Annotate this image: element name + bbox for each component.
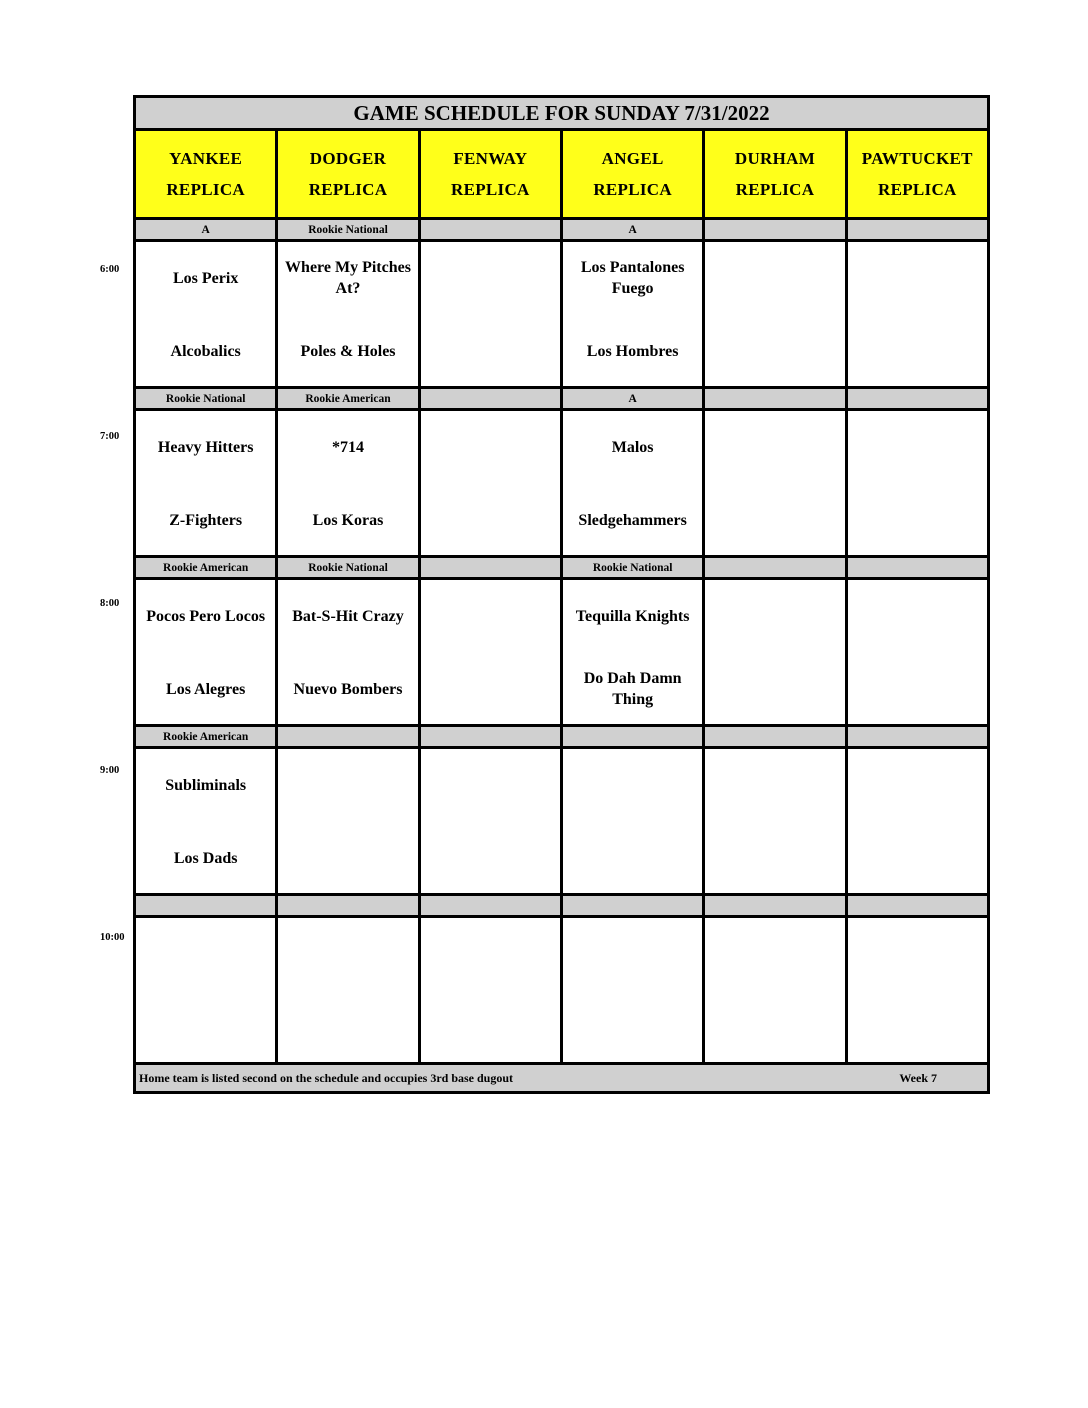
game-cell [848, 580, 987, 724]
division-cell [848, 896, 987, 915]
away-team [563, 932, 702, 976]
away-team [848, 425, 987, 469]
home-team [421, 498, 560, 542]
time-slots [136, 220, 987, 1065]
division-cell [421, 558, 563, 577]
division-row [136, 896, 987, 918]
game-cell [563, 918, 705, 1062]
home-team: Los Dads [173, 849, 238, 867]
away-team [278, 932, 417, 976]
time-label: 6:00 [100, 264, 120, 275]
division-cell [421, 220, 563, 239]
away-team: Heavy Hitters [157, 438, 254, 456]
away-team: Malos [611, 438, 654, 456]
game-cell [563, 580, 705, 724]
game-cell [705, 749, 847, 893]
game-cell [848, 411, 987, 555]
game-cell [421, 411, 563, 555]
division-cell: Rookie National [278, 558, 420, 577]
division-cell: Rookie American [278, 389, 420, 408]
home-team [705, 329, 844, 373]
division-row [136, 558, 987, 580]
field-name: DODGER [309, 148, 387, 168]
division-cell [705, 389, 847, 408]
away-team: Where My Pitches At? [285, 259, 411, 297]
schedule-title: GAME SCHEDULE FOR SUNDAY 7/31/2022 [136, 98, 987, 131]
game-cell [705, 580, 847, 724]
field-type: REPLICA [735, 179, 815, 199]
field-name: FENWAY [453, 148, 528, 168]
home-team: Los Hombres [586, 342, 679, 360]
home-team: Sledgehammers [578, 511, 687, 529]
division-cell [705, 896, 847, 915]
division-cell [848, 220, 987, 239]
away-team [848, 256, 987, 300]
division-cell [421, 896, 563, 915]
game-cell [421, 242, 563, 386]
schedule-table [133, 95, 990, 1094]
game-cell [278, 411, 420, 555]
division-cell: A [563, 389, 705, 408]
game-row [136, 918, 987, 1065]
field-header-pawtucket [848, 131, 987, 217]
game-cell [136, 918, 278, 1062]
game-cell [563, 242, 705, 386]
game-cell [136, 749, 278, 893]
time-label: 9:00 [100, 765, 120, 776]
game-cell [848, 242, 987, 386]
home-team: Do Dah Damn Thing [583, 670, 682, 708]
division-cell [848, 558, 987, 577]
division-row [136, 220, 987, 242]
game-cell [421, 918, 563, 1062]
home-team [278, 836, 417, 880]
home-team [421, 329, 560, 373]
home-team [705, 836, 844, 880]
away-team [278, 763, 417, 807]
field-header-yankee [136, 131, 278, 217]
home-team [848, 667, 987, 711]
game-cell [278, 749, 420, 893]
home-team [563, 836, 702, 880]
field-name: YANKEE [169, 148, 243, 168]
division-cell: Rookie National [563, 558, 705, 577]
division-cell [278, 727, 420, 746]
away-team [421, 763, 560, 807]
division-cell: A [563, 220, 705, 239]
division-cell [848, 389, 987, 408]
week-label: Week 7 [899, 1071, 937, 1085]
game-row [136, 242, 987, 389]
away-team [421, 425, 560, 469]
away-team: Subliminals [165, 776, 247, 794]
division-cell: Rookie National [136, 389, 278, 408]
division-cell [705, 727, 847, 746]
away-team: Los Pantalones Fuego [580, 259, 685, 297]
away-team [705, 425, 844, 469]
away-team [705, 594, 844, 638]
division-cell [705, 220, 847, 239]
division-cell: Rookie American [136, 558, 278, 577]
game-cell [136, 580, 278, 724]
game-cell [848, 749, 987, 893]
home-team [848, 1005, 987, 1049]
field-type: REPLICA [451, 179, 530, 199]
away-team [848, 932, 987, 976]
away-team: Bat-S-Hit Crazy [292, 607, 404, 625]
home-team: Los Alegres [166, 680, 246, 698]
division-cell: A [136, 220, 278, 239]
away-team [848, 594, 987, 638]
division-cell [563, 896, 705, 915]
field-type: REPLICA [878, 179, 957, 199]
division-cell [136, 896, 278, 915]
game-cell [278, 242, 420, 386]
division-row [136, 389, 987, 411]
division-cell [421, 727, 563, 746]
division-cell [278, 896, 420, 915]
division-cell: Rookie National [278, 220, 420, 239]
home-team: Alcobalics [170, 342, 241, 360]
field-header-fenway [421, 131, 563, 217]
home-team: Poles & Holes [300, 342, 396, 360]
division-cell: Rookie American [136, 727, 278, 746]
away-team [563, 763, 702, 807]
game-cell [421, 580, 563, 724]
game-row [136, 580, 987, 727]
field-name: ANGEL [601, 148, 664, 168]
home-team [563, 1005, 702, 1049]
away-team [421, 932, 560, 976]
away-team [421, 594, 560, 638]
home-team [278, 1005, 417, 1049]
home-team [705, 498, 844, 542]
home-team [705, 667, 844, 711]
time-label: 8:00 [100, 598, 120, 609]
field-header-row [136, 131, 987, 220]
game-cell [705, 242, 847, 386]
field-header-angel [563, 131, 705, 217]
away-team [421, 256, 560, 300]
home-team [848, 498, 987, 542]
division-cell [421, 389, 563, 408]
field-header-durham [705, 131, 847, 217]
home-team [848, 329, 987, 373]
away-team: *714 [331, 438, 364, 456]
time-label: 7:00 [100, 431, 120, 442]
away-team [705, 763, 844, 807]
away-team: Los Perix [173, 269, 239, 287]
field-type: REPLICA [593, 179, 672, 199]
away-team [705, 932, 844, 976]
game-cell [705, 918, 847, 1062]
field-name: DURHAM [734, 148, 816, 168]
home-team: Z-Fighters [169, 511, 243, 529]
schedule-footer [136, 1065, 987, 1091]
game-row [136, 749, 987, 896]
division-row [136, 727, 987, 749]
field-type: REPLICA [308, 179, 388, 199]
home-team: Los Koras [312, 511, 384, 529]
division-cell [563, 727, 705, 746]
division-cell [705, 558, 847, 577]
field-type: REPLICA [166, 179, 245, 199]
away-team: Pocos Pero Locos [146, 607, 266, 625]
home-team [705, 1005, 844, 1049]
game-cell [563, 749, 705, 893]
game-cell [136, 242, 278, 386]
game-cell [705, 411, 847, 555]
home-team [421, 1005, 560, 1049]
home-team [136, 1005, 275, 1049]
away-team [136, 932, 275, 976]
away-team [848, 763, 987, 807]
away-team: Tequilla Knights [575, 607, 690, 625]
game-cell [136, 411, 278, 555]
game-cell [848, 918, 987, 1062]
game-cell [421, 749, 563, 893]
field-header-dodger [278, 131, 420, 217]
away-team [705, 256, 844, 300]
game-cell [563, 411, 705, 555]
game-cell [278, 918, 420, 1062]
division-cell [848, 727, 987, 746]
game-row [136, 411, 987, 558]
game-cell [278, 580, 420, 724]
time-label: 10:00 [100, 932, 125, 943]
home-team [421, 836, 560, 880]
home-team [848, 836, 987, 880]
home-team: Nuevo Bombers [293, 680, 403, 698]
field-name: PAWTUCKET [861, 148, 973, 168]
home-team-note: Home team is listed second on the schedule and occupies 3rd base dugout [139, 1071, 514, 1085]
home-team [421, 667, 560, 711]
